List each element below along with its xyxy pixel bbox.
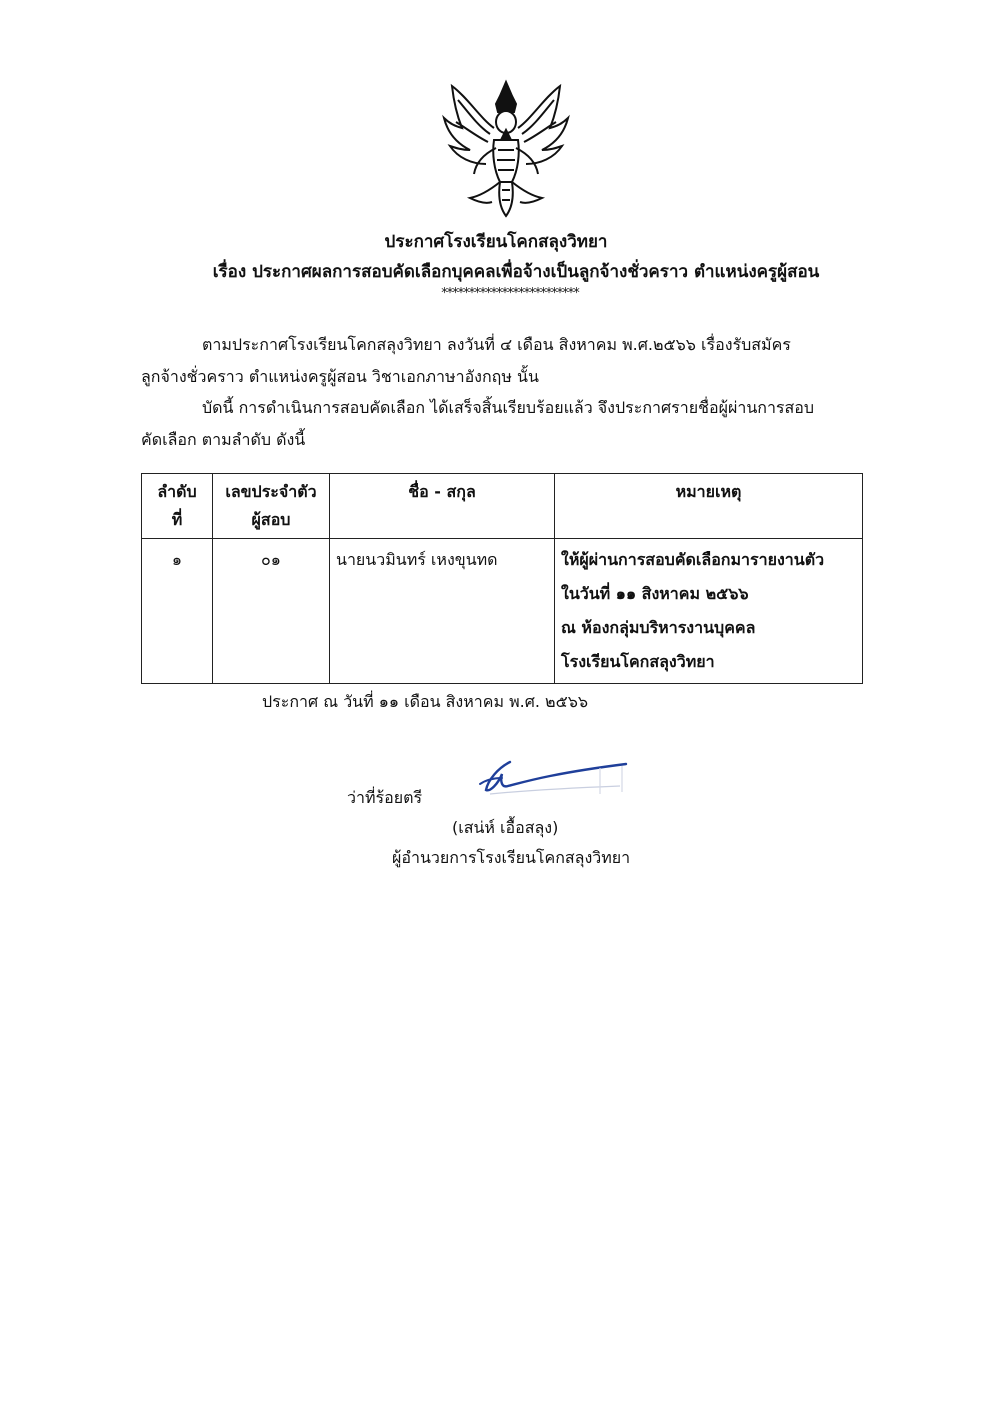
cell-candidate-id: ๐๑ — [213, 539, 330, 684]
signer-position: ผู้อำนวยการโรงเรียนโคกสลุงวิทยา — [392, 848, 631, 867]
header-candidate-id — [213, 474, 330, 539]
handwritten-signature-icon — [450, 750, 645, 805]
cell-order: ๑ — [142, 539, 213, 684]
cell-name: นายนวมินทร์ เหงขุนทด — [330, 539, 555, 684]
header-order-line-1: ลำดับ — [157, 482, 197, 501]
header-order-line-2: ที่ — [171, 510, 183, 529]
cell-note — [555, 539, 863, 684]
garuda-emblem-icon — [440, 78, 572, 218]
table-header-row — [142, 474, 863, 539]
header-note: หมายเหตุ — [555, 474, 863, 539]
title-separator: ************************* — [441, 286, 579, 301]
note-line-1: ให้ผู้ผ่านการสอบคัดเลือกมารายงานตัว — [561, 550, 825, 569]
announce-date: ประกาศ ณ วันที่ ๑๑ เดือน สิงหาคม พ.ศ. ๒๕๖๖ — [262, 692, 589, 711]
note-line-4: โรงเรียนโคกสลุงวิทยา — [561, 652, 715, 671]
paragraph-2-line-1: บัดนี้ การดำเนินการสอบคัดเลือก ได้เสร็จสิ้นเรียบร้อยแล้ว จึงประกาศรายชื่อผู้ผ่านการสอบ — [202, 398, 815, 417]
signer-rank: ว่าที่ร้อยตรี — [347, 788, 423, 807]
table-row — [142, 539, 863, 684]
paragraph-2-line-2: คัดเลือก ตามลำดับ ดังนี้ — [141, 430, 306, 449]
header-id-line-2: ผู้สอบ — [251, 510, 291, 529]
signer-name: (เสน่ห์ เอื้อสลุง) — [452, 818, 559, 837]
note-line-3: ณ ห้องกลุ่มบริหารงานบุคคล — [561, 618, 756, 637]
announcement-subject: เรื่อง ประกาศผลการสอบคัดเลือกบุคคลเพื่อจ้างเป็นลูกจ้างชั่วคราว ตำแหน่งครูผู้สอน — [212, 262, 820, 282]
header-name: ชื่อ - สกุล — [330, 474, 555, 539]
results-table — [141, 473, 863, 684]
paragraph-1-line-1: ตามประกาศโรงเรียนโคกสลุงวิทยา ลงวันที่ ๔ เดือน สิงหาคม พ.ศ.๒๕๖๖ เรื่องรับสมัคร — [202, 335, 791, 354]
announcement-title: ประกาศโรงเรียนโคกสลุงวิทยา — [384, 232, 608, 252]
note-line-2: ในวันที่ ๑๑ สิงหาคม ๒๕๖๖ — [561, 584, 749, 603]
paragraph-1-line-2: ลูกจ้างชั่วคราว ตำแหน่งครูผู้สอน วิชาเอกภาษาอังกฤษ นั้น — [141, 367, 539, 386]
header-id-line-1: เลขประจำตัว — [225, 482, 317, 501]
header-order — [142, 474, 213, 539]
